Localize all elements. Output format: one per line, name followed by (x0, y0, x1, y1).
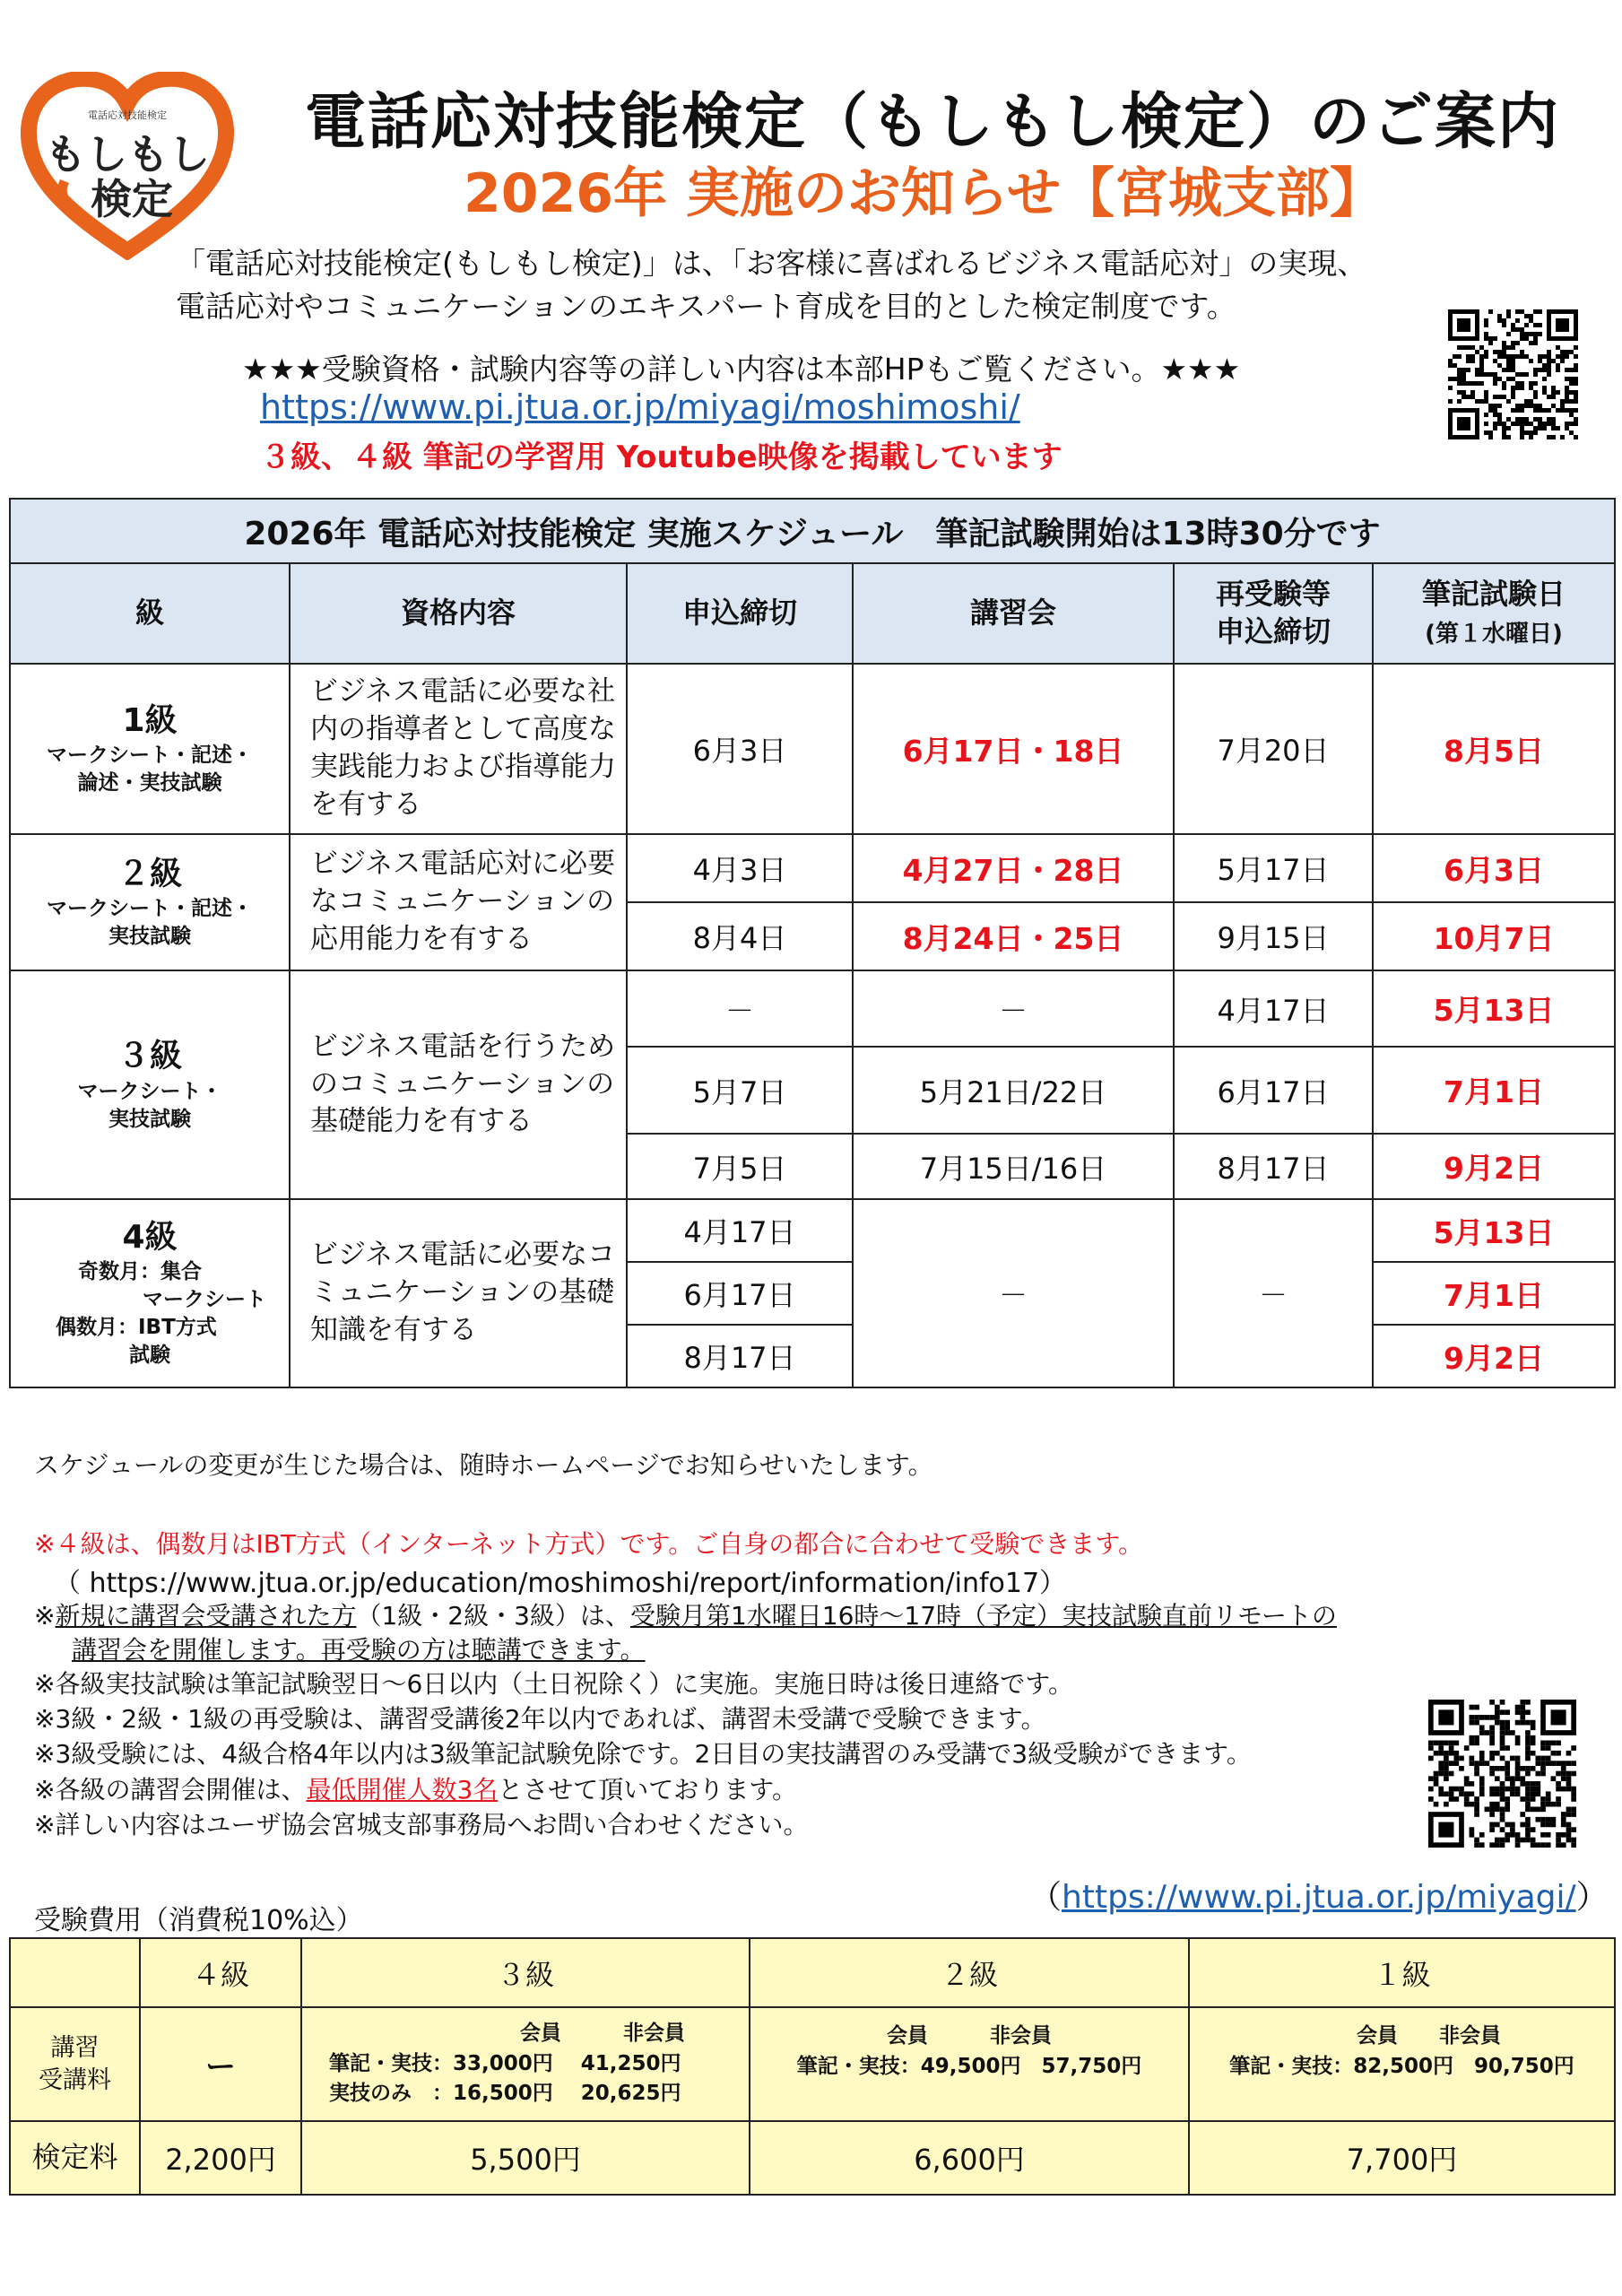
fee-header-level3: ３級 (301, 1938, 750, 2007)
level-1-cell: 1級 マークシート・記述・ 論述・実技試験 (10, 664, 290, 834)
table-row: 4級 奇数月：集合 マークシート 偶数月：IBT方式 試験 ビジネス電話に必要なコミュニケーションの基礎知識を有する 4月17日 － － 5月13日 (10, 1199, 1615, 1262)
schedule-caption: 2026年 電話応対技能検定 実施スケジュール 筆記試験開始は13時30分です (10, 499, 1615, 563)
ibt-note: ※４級は、偶数月はIBT方式（インターネット方式）です。ご自身の都合に合わせて受験できます。 (34, 1529, 1144, 1559)
level1-exam-fee: 7,700円 (1189, 2121, 1615, 2195)
minimum-note: ※各級の講習会開催は、最低開催人数3名とさせて頂いております。 (34, 1775, 798, 1805)
exam-fee-label: 検定料 (10, 2121, 140, 2195)
qr-code-icon (1448, 309, 1578, 439)
table-row: ２級 マークシート・記述・ 実技試験 ビジネス電話応対に必要なコミュニケーションの応用能力を有する 4月3日 4月27日・28日 5月17日 6月3日 (10, 834, 1615, 902)
fee-label: 受験費用（消費税10%込） (34, 1905, 363, 1936)
qr-code-icon (1428, 1700, 1576, 1848)
table-row: ３級 マークシート・ 実技試験 ビジネス電話を行うためのコミュニケーションの基礎能力を有する － － 4月17日 5月13日 (10, 970, 1615, 1047)
header-exam-date: 筆記試験日 (第１水曜日) (1373, 563, 1615, 664)
intro-line-1: 「電話応対技能検定(もしもし検定)」は、「お客様に喜ばれるビジネス電話応対」の実現、 (176, 246, 1367, 281)
level3-lecture-fee: 会員 非会員 筆記・実技：33,000円 41,250円 実技のみ ：16,500円 20,625円 (301, 2007, 750, 2121)
youtube-note: ３級、４級 筆記の学習用 Youtube映像を掲載しています (260, 439, 1063, 475)
page-title: 電話応対技能検定（もしもし検定）のご案内 (304, 87, 1560, 158)
change-notice: スケジュールの変更が生じた場合は、随時ホームページでお知らせいたします。 (34, 1450, 933, 1480)
header-qualification: 資格内容 (290, 563, 627, 664)
level4-lecture-fee: ー (140, 2007, 301, 2121)
level-2-qualification: ビジネス電話応対に必要なコミュニケーションの応用能力を有する (290, 834, 627, 970)
intro-line-2: 電話応対やコミュニケーションのエキスパート育成を目的とした検定制度です。 (176, 289, 1236, 324)
page-subtitle: 2026年 実施のお知らせ【宮城支部】 (463, 162, 1384, 225)
table-row: 6月17日 7月1日 (10, 1262, 1615, 1325)
hp-note: ★★★受験資格・試験内容等の詳しい内容は本部HPもご覧ください。★★★ (242, 352, 1241, 387)
contact-note: ※詳しい内容はユーザ協会宮城支部事務局へお問い合わせください。 (34, 1810, 809, 1839)
level-4-cell: 4級 奇数月：集合 マークシート 偶数月：IBT方式 試験 (10, 1199, 290, 1387)
logo-small-text: 電話応対技能検定 (88, 109, 167, 121)
fee-header-level4: ４級 (140, 1938, 301, 2007)
table-row: 5月7日 5月21日/22日 6月17日 7月1日 (10, 1047, 1615, 1134)
fee-table (9, 1937, 1616, 2196)
level-3-qualification: ビジネス電話を行うためのコミュニケーションの基礎能力を有する (290, 970, 627, 1199)
logo-line2: 検定 (91, 175, 173, 223)
fee-header-level1: １級 (1189, 1938, 1615, 2007)
level1-lecture-fee: 会員 非会員 筆記・実技：82,500円 90,750円 (1189, 2007, 1615, 2121)
table-row: 8月17日 9月2日 (10, 1325, 1615, 1387)
header-deadline: 申込締切 (627, 563, 853, 664)
level2-exam-fee: 6,600円 (750, 2121, 1189, 2195)
retake-note: ※3級・2級・1級の再受験は、講習受講後2年以内であれば、講習未受講で受験できます。 (34, 1704, 1046, 1734)
lecture-fee-label: 講習 受講料 (10, 2007, 140, 2121)
moshimoshi-logo (20, 72, 235, 260)
level4-exam-fee: 2,200円 (140, 2121, 301, 2195)
remote-note: ※新規に講習会受講された方（1級・2級・3級）は、受験月第1水曜日16時～17時（予定）実技試験直前リモートの (34, 1601, 1337, 1631)
level-3-cell: ３級 マークシート・ 実技試験 (10, 970, 290, 1199)
level-4-qualification: ビジネス電話に必要なコミュニケーションの基礎知識を有する (290, 1199, 627, 1387)
header-retake: 再受験等 申込締切 (1174, 563, 1373, 664)
header-level: 級 (10, 563, 290, 664)
site-link[interactable]: （https://www.pi.jtua.or.jp/miyagi/） (1029, 1879, 1609, 1916)
level-1-qualification: ビジネス電話に必要な社内の指導者として高度な実践能力および指導能力を有する (290, 664, 627, 834)
header-lecture: 講習会 (853, 563, 1174, 664)
table-row: 1級 マークシート・記述・ 論述・実技試験 ビジネス電話に必要な社内の指導者として高度な実践能力および指導能力を有する 6月3日 6月17日・18日 7月20日 8月5日 (10, 664, 1615, 834)
ibt-url[interactable]: （ https://www.jtua.or.jp/education/moshimoshi/report/information/info17） (54, 1568, 1067, 1599)
level-2-cell: ２級 マークシート・記述・ 実技試験 (10, 834, 290, 970)
table-row: 8月4日 8月24日・25日 9月15日 10月7日 (10, 902, 1615, 970)
table-row: 7月5日 7月15日/16日 8月17日 9月2日 (10, 1134, 1615, 1199)
schedule-table (9, 498, 1616, 1388)
level3-note: ※3級受験には、4級合格4年以内は3級筆記試験免除です。2日目の実技講習のみ受講で3級受験ができます。 (34, 1739, 1252, 1769)
remote-note-2: 講習会を開催します。再受験の方は聴講できます。 (72, 1635, 646, 1665)
level2-lecture-fee: 会員 非会員 筆記・実技：49,500円 57,750円 (750, 2007, 1189, 2121)
logo-line1: もしもし (45, 130, 210, 178)
fee-header-level2: ２級 (750, 1938, 1189, 2007)
level3-exam-fee: 5,500円 (301, 2121, 750, 2195)
hp-link[interactable]: https://www.pi.jtua.or.jp/miyagi/moshimoshi/ (260, 387, 1020, 427)
practical-note: ※各級実技試験は筆記試験翌日～6日以内（土日祝除く）に実施。実施日時は後日連絡です。 (34, 1669, 1074, 1699)
